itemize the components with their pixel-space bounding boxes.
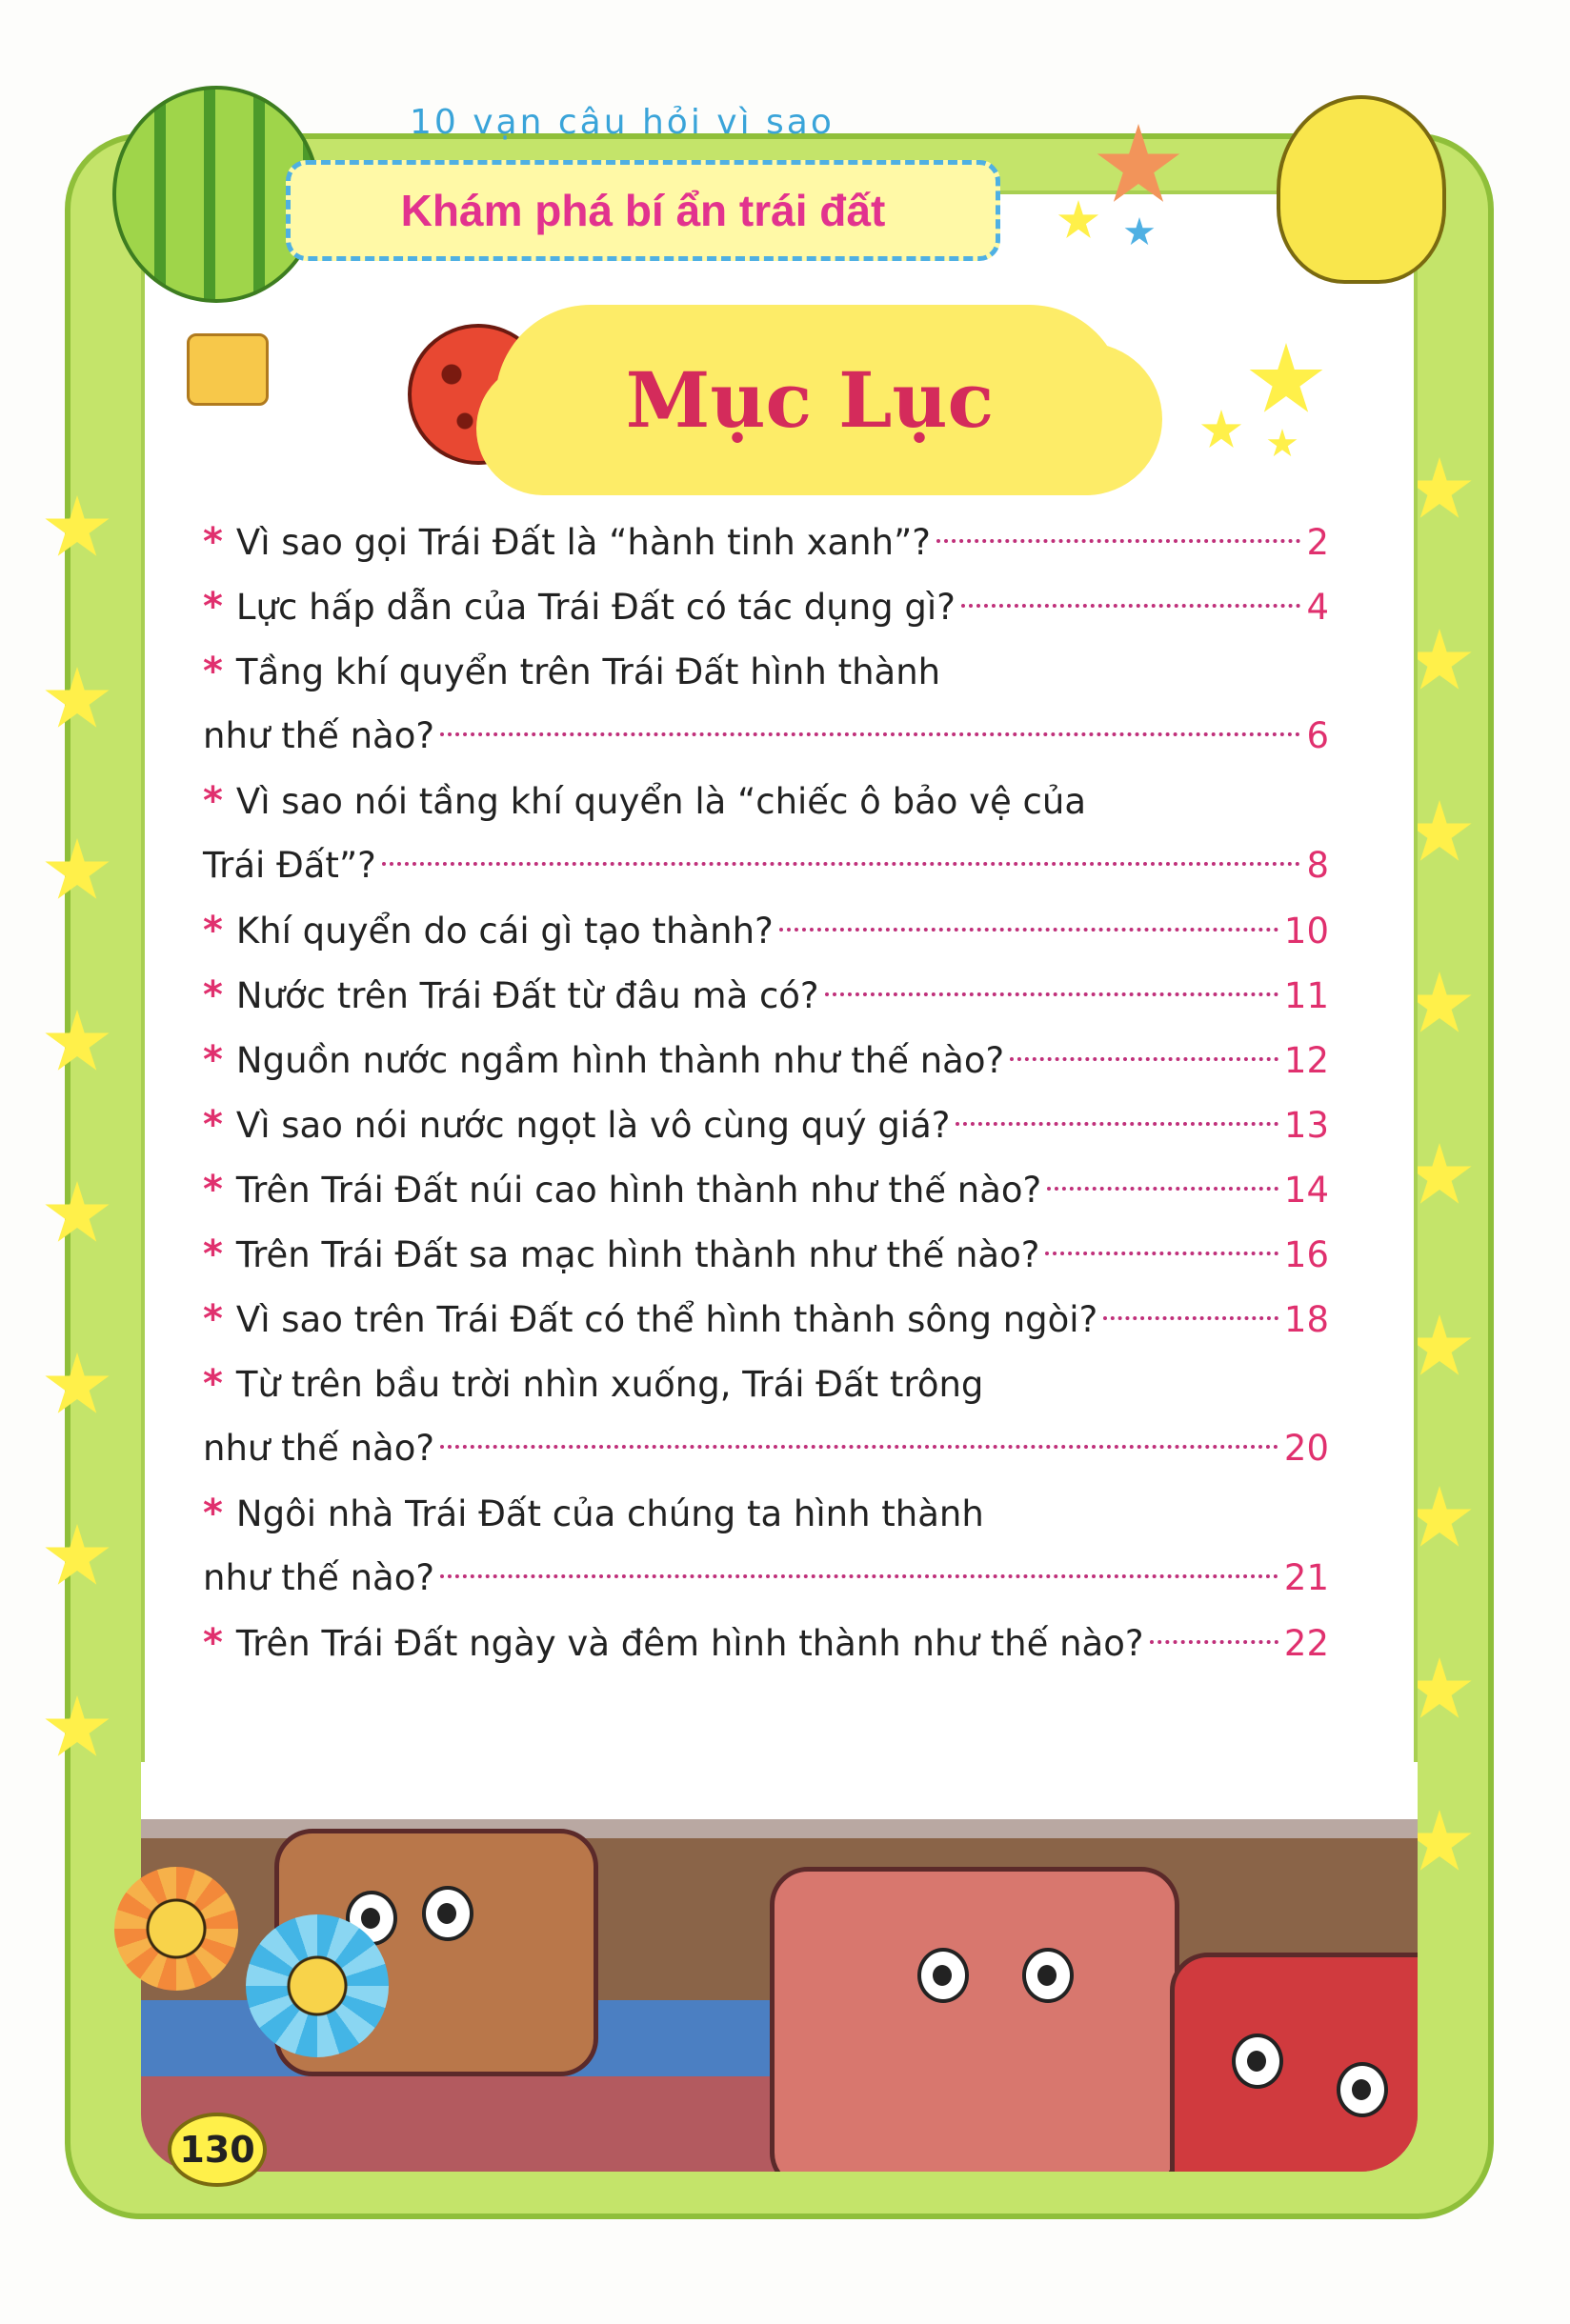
toc-entry-title: Nước trên Trái Đất từ đâu mà có? xyxy=(235,975,819,1016)
cat-with-telescope-icon xyxy=(1277,95,1446,284)
toc-entry-title: Trên Trái Đất núi cao hình thành như thế nào? xyxy=(235,1170,1042,1211)
toc-entry-page: 22 xyxy=(1283,1623,1329,1664)
series-title: 10 vạn câu hỏi vì sao xyxy=(410,103,835,142)
toc-entry xyxy=(203,898,1329,963)
toc-entry-title: Vì sao trên Trái Đất có thể hình thành sông ngòi? xyxy=(235,1299,1098,1340)
toc-entry-title: Trên Trái Đất sa mạc hình thành như thế nào? xyxy=(235,1234,1040,1275)
toc-entry-page: 4 xyxy=(1306,587,1329,628)
dot-leader xyxy=(1010,1057,1278,1061)
toc-entry-title: Từ trên bầu trời nhìn xuống, Trái Đất trông xyxy=(235,1364,984,1405)
toc-entry-page: 13 xyxy=(1283,1105,1329,1146)
title-cloud xyxy=(495,305,1124,495)
toc-entry-page: 8 xyxy=(1306,845,1329,886)
toc-entry xyxy=(203,1611,1329,1675)
dot-leader xyxy=(382,862,1301,866)
bullet-icon: * xyxy=(203,520,223,564)
book-title: Khám phá bí ẩn trái đất xyxy=(400,186,886,235)
dot-leader xyxy=(956,1122,1278,1126)
smiling-rock-center xyxy=(770,1867,1179,2172)
bullet-icon: * xyxy=(203,973,223,1017)
toc-entry-title: Tầng khí quyển trên Trái Đất hình thành xyxy=(235,651,941,692)
toc-entry xyxy=(203,769,1329,898)
eye-icon xyxy=(917,1948,969,2003)
page-number: 130 xyxy=(168,2113,267,2187)
flower-icon xyxy=(246,1914,389,2057)
table-of-contents xyxy=(203,510,1329,1675)
eye-icon xyxy=(1337,2062,1388,2117)
page-title: Mục Lục xyxy=(625,355,995,445)
toc-entry-title: Lực hấp dẫn của Trái Đất có tác dụng gì? xyxy=(235,587,956,628)
bullet-icon: * xyxy=(203,1103,223,1147)
bullet-icon: * xyxy=(203,1362,223,1406)
dot-leader xyxy=(1045,1252,1278,1255)
dot-leader xyxy=(1103,1316,1278,1320)
dot-leader xyxy=(961,604,1301,608)
bullet-icon: * xyxy=(203,650,223,693)
bullet-icon: * xyxy=(203,1297,223,1341)
smiling-rock-right xyxy=(1170,1953,1418,2172)
toc-entry-title: Khí quyển do cái gì tạo thành? xyxy=(235,911,774,952)
toc-entry-title: Vì sao nói tầng khí quyển là “chiếc ô bảo vệ của xyxy=(235,781,1087,822)
dot-leader xyxy=(440,732,1300,736)
toc-entry-page: 11 xyxy=(1283,975,1329,1016)
dot-leader xyxy=(1047,1187,1278,1191)
toc-entry-title: Nguồn nước ngầm hình thành như thế nào? xyxy=(235,1040,1005,1081)
toc-entry xyxy=(203,1222,1329,1287)
toc-entry-page: 14 xyxy=(1283,1170,1329,1211)
toc-entry-page: 2 xyxy=(1306,522,1329,563)
toc-entry xyxy=(203,510,1329,574)
toc-entry-title-cont: như thế nào? xyxy=(203,1428,434,1469)
toc-entry xyxy=(203,1287,1329,1352)
toc-entry-page: 18 xyxy=(1283,1299,1329,1340)
toc-entry xyxy=(203,574,1329,639)
toc-entry-page: 12 xyxy=(1283,1040,1329,1081)
dot-leader xyxy=(936,539,1301,543)
toc-entry-title-cont: như thế nào? xyxy=(203,1557,434,1598)
toc-entry-page: 6 xyxy=(1306,715,1329,756)
dot-leader xyxy=(440,1574,1278,1578)
bullet-icon: * xyxy=(203,1232,223,1276)
toc-entry-title: Ngôi nhà Trái Đất của chúng ta hình thành xyxy=(235,1493,984,1534)
dot-leader xyxy=(440,1445,1278,1449)
bullet-icon: * xyxy=(203,779,223,823)
eye-icon xyxy=(1232,2034,1283,2089)
bullet-icon: * xyxy=(203,585,223,629)
toc-entry xyxy=(203,1157,1329,1222)
bullet-icon: * xyxy=(203,1621,223,1665)
toc-entry-page: 10 xyxy=(1283,911,1329,952)
bullet-icon: * xyxy=(203,1168,223,1212)
toc-entry xyxy=(203,1481,1329,1611)
bullet-icon: * xyxy=(203,1038,223,1082)
toc-entry-title: Trên Trái Đất ngày và đêm hình thành như thế nào? xyxy=(235,1623,1144,1664)
toc-entry-page: 16 xyxy=(1283,1234,1329,1275)
toc-entry-title: Vì sao nói nước ngọt là vô cùng quý giá? xyxy=(235,1105,951,1146)
balloon-basket-icon xyxy=(187,333,269,406)
eye-icon xyxy=(422,1886,473,1941)
toc-entry xyxy=(203,963,1329,1028)
toc-entry xyxy=(203,1028,1329,1092)
toc-entry-title-cont: Trái Đất”? xyxy=(203,845,376,886)
toc-entry xyxy=(203,639,1329,769)
toc-entry xyxy=(203,1352,1329,1481)
dot-leader xyxy=(779,928,1278,932)
flower-icon xyxy=(114,1867,238,1991)
toc-entry-title-cont: như thế nào? xyxy=(203,715,434,756)
toc-entry-title: Vì sao gọi Trái Đất là “hành tinh xanh”? xyxy=(235,522,931,563)
book-title-banner xyxy=(286,160,1000,261)
dot-leader xyxy=(825,992,1278,996)
dot-leader xyxy=(1150,1640,1278,1644)
eye-icon xyxy=(1022,1948,1074,2003)
toc-entry-page: 21 xyxy=(1283,1557,1329,1598)
bullet-icon: * xyxy=(203,909,223,952)
toc-entry-page: 20 xyxy=(1283,1428,1329,1469)
bullet-icon: * xyxy=(203,1492,223,1535)
toc-entry xyxy=(203,1092,1329,1157)
